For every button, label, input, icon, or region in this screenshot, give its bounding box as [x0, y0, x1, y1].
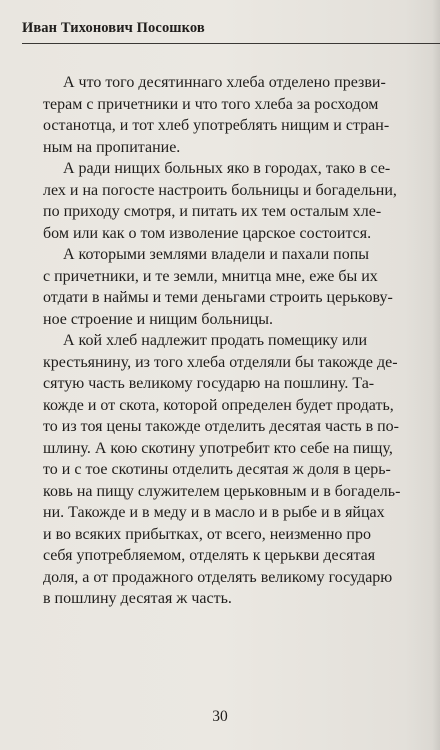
- text-line: кожде и от скота, которой определен будет продать,: [43, 396, 394, 414]
- text-line: ни. Такожде и в меду и в масло и в рыбе и в яйцах: [43, 504, 385, 521]
- text-line: по приходу смотря, и питать их тем осталым хле-: [43, 203, 382, 220]
- text-line: сятую часть великому государю на пошлину. Та-: [43, 375, 375, 392]
- text-line: отдати в наймы и теми деньгами строить церькову-: [43, 289, 393, 306]
- page-edge-shadow: [432, 0, 440, 750]
- text-line: то из тоя цены такожде отделить десятая часть в по-: [43, 418, 400, 435]
- text-line: А кой хлеб надлежит продать помещику или: [63, 332, 368, 349]
- text-line: терам с причетники и что того хлеба за росходом: [43, 95, 379, 113]
- text-line: бом или как о том изволение царское состоится.: [43, 224, 372, 242]
- text-line: ным на пропитание.: [43, 138, 181, 156]
- text-line: А которыми землями владели и пахали попы: [63, 246, 369, 263]
- running-head: Иван Тихонович Посошков: [22, 20, 205, 36]
- text-line: лех и на погосте настроить больницы и богадельни,: [43, 181, 397, 199]
- text-line: в пошлину десятая ж часть.: [43, 590, 232, 607]
- text-line: доля, а от продажного отделять великому государю: [43, 568, 393, 586]
- text-line: ковь на пищу служителем церьковным и в богадель-: [43, 482, 401, 500]
- text-line: А что того десятиннаго хлеба отделено презви-: [63, 74, 386, 91]
- text-line: ное строение и нищим больницы.: [43, 310, 274, 328]
- text-line: с причетники, и те земли, мнитца мне, еже бы их: [43, 267, 378, 285]
- text-line: шлину. А кою скотину употребит кто себе на пищу,: [43, 439, 393, 457]
- text-line: останотца, и тот хлеб употреблять нищим и стран-: [43, 117, 390, 134]
- text-line: себя употребляемом, отделять к церькви десятая: [43, 547, 376, 564]
- body-text: [43, 72, 440, 610]
- text-line: крестьянину, из того хлеба отделяли бы такожде де-: [43, 353, 398, 371]
- text-line: и во всяких прибытках, от всего, неизменно про: [43, 525, 371, 543]
- text-line: то и с тое скотины отделить десятая ж доля в церь-: [43, 461, 391, 478]
- page-number: 30: [212, 708, 228, 725]
- header-rule: [22, 43, 440, 44]
- text-line: А ради нищих больных яко в городах, тако в се-: [63, 160, 391, 177]
